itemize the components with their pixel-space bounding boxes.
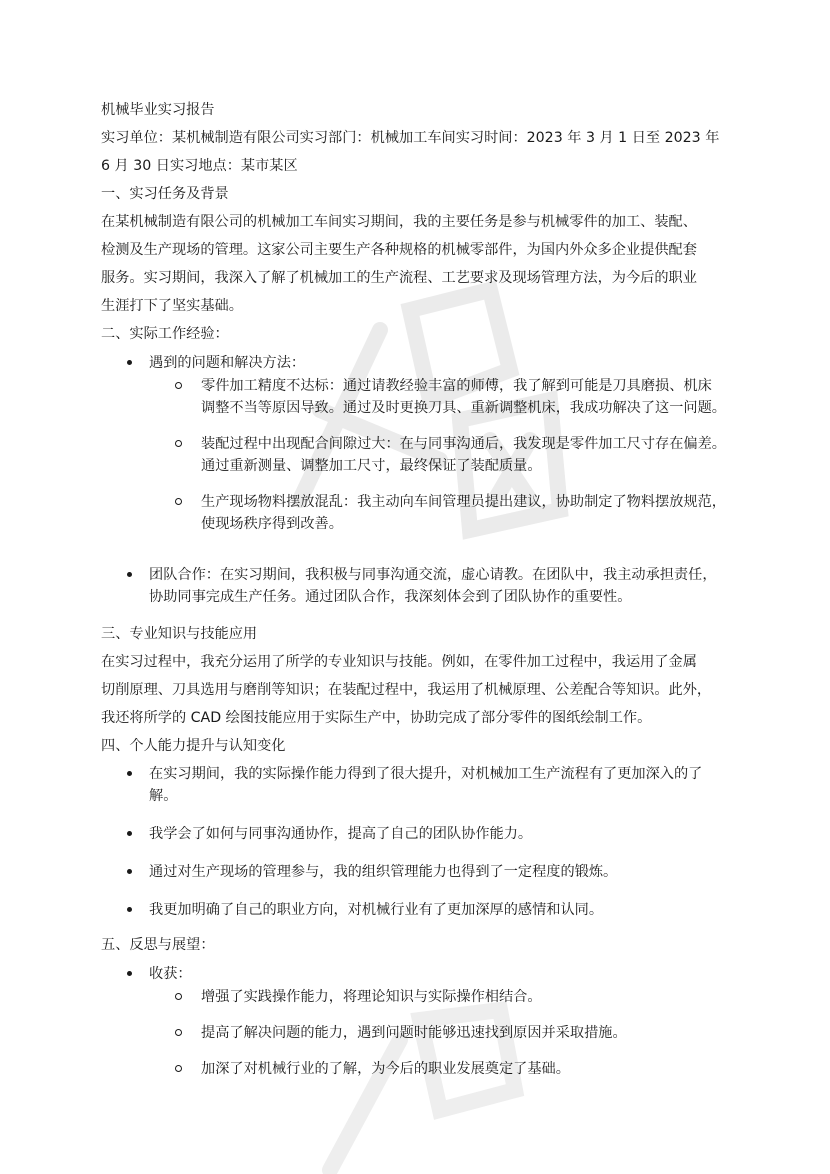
circle-bullet-icon xyxy=(175,440,182,447)
section-3-line: 我还将所学的 CAD 绘图技能应用于实际生产中，协助完成了部分零件的图纸绘制工作。 xyxy=(101,710,652,726)
section-3-heading: 三、专业知识与技能应用 xyxy=(101,626,258,642)
section-1-line: 在某机械制造有限公司的机械加工车间实习期间，我的主要任务是参与机械零件的加工、装配、 xyxy=(101,214,697,230)
list-item: 通过对生产现场的管理参与，我的组织管理能力也得到了一定程度的锻炼。 xyxy=(101,861,741,883)
bullet-icon xyxy=(127,360,132,365)
section-1-line: 服务。实习期间，我深入了解了机械加工的生产流程、工艺要求及现场管理方法，为今后的职业 xyxy=(101,270,697,286)
sub-list-item: 生产现场物料摆放混乱：我主动向车间管理员提出建议，协助制定了物料摆放规范， 使现场秩序得到改善。 xyxy=(101,491,741,535)
section-1-heading: 一、实习任务及背景 xyxy=(101,186,229,202)
circle-bullet-icon xyxy=(175,382,182,389)
info-line-1: 实习单位：某机械制造有限公司实习部门：机械加工车间实习时间：2023 年 3 月 1 日至 2023 年 xyxy=(101,130,720,146)
sub-list-item: 增强了实践操作能力，将理论知识与实际操作相结合。 xyxy=(101,986,741,1008)
list-item: 团队合作：在实习期间，我积极与同事沟通交流，虚心请教。在团队中，我主动承担责任， 协助同事完成生产任务。通过团队合作，我深刻体会到了团队协作的重要性。 xyxy=(101,564,741,608)
bullet-icon xyxy=(127,869,132,874)
circle-bullet-icon xyxy=(175,498,182,505)
section-4-heading: 四、个人能力提升与认知变化 xyxy=(101,738,286,754)
section-1-line: 生涯打下了坚实基础。 xyxy=(101,298,243,314)
list-item: 在实习期间，我的实际操作能力得到了很大提升，对机械加工生产流程有了更加深入的了 解。 xyxy=(101,763,741,807)
list-item: 我更加明确了自己的职业方向，对机械行业有了更加深厚的感情和认同。 xyxy=(101,899,741,921)
section-3-line: 切削原理、刀具选用与磨削等知识；在装配过程中，我运用了机械原理、公差配合等知识。此外， xyxy=(101,682,712,698)
document-title: 机械毕业实习报告 xyxy=(101,102,215,118)
section-5-heading: 五、反思与展望： xyxy=(101,937,215,953)
circle-bullet-icon xyxy=(175,993,182,1000)
section-2-heading: 二、实际工作经验： xyxy=(101,326,229,342)
sub-list-item: 加深了对机械行业的了解，为今后的职业发展奠定了基础。 xyxy=(101,1058,741,1080)
list-item: 遇到的问题和解决方法： xyxy=(101,352,741,374)
info-line-2: 6 月 30 日实习地点：某市某区 xyxy=(101,158,298,174)
bullet-icon xyxy=(127,771,132,776)
sub-list-item: 装配过程中出现配合间隙过大：在与同事沟通后，我发现是零件加工尺寸存在偏差。 通过重新测量、调整加工尺寸，最终保证了装配质量。 xyxy=(101,433,741,477)
section-1-line: 检测及生产现场的管理。这家公司主要生产各种规格的机械零部件，为国内外众多企业提供配套 xyxy=(101,242,697,258)
bullet-icon xyxy=(127,831,132,836)
list-item: 我学会了如何与同事沟通协作，提高了自己的团队协作能力。 xyxy=(101,823,741,845)
bullet-icon xyxy=(127,971,132,976)
list-item: 收获： xyxy=(101,963,741,985)
bullet-icon xyxy=(127,572,132,577)
sub-list-item: 提高了解决问题的能力，遇到问题时能够迅速找到原因并采取措施。 xyxy=(101,1022,741,1044)
sub-list-item: 零件加工精度不达标：通过请教经验丰富的师傅，我了解到可能是刀具磨损、机床 调整不当等原因导致。通过及时更换刀具、重新调整机床，我成功解决了这一问题。 xyxy=(101,375,741,419)
circle-bullet-icon xyxy=(175,1065,182,1072)
circle-bullet-icon xyxy=(175,1029,182,1036)
bullet-icon xyxy=(127,907,132,912)
document-body xyxy=(101,96,741,1080)
section-3-line: 在实习过程中，我充分运用了所学的专业知识与技能。例如，在零件加工过程中，我运用了金属 xyxy=(101,654,697,670)
